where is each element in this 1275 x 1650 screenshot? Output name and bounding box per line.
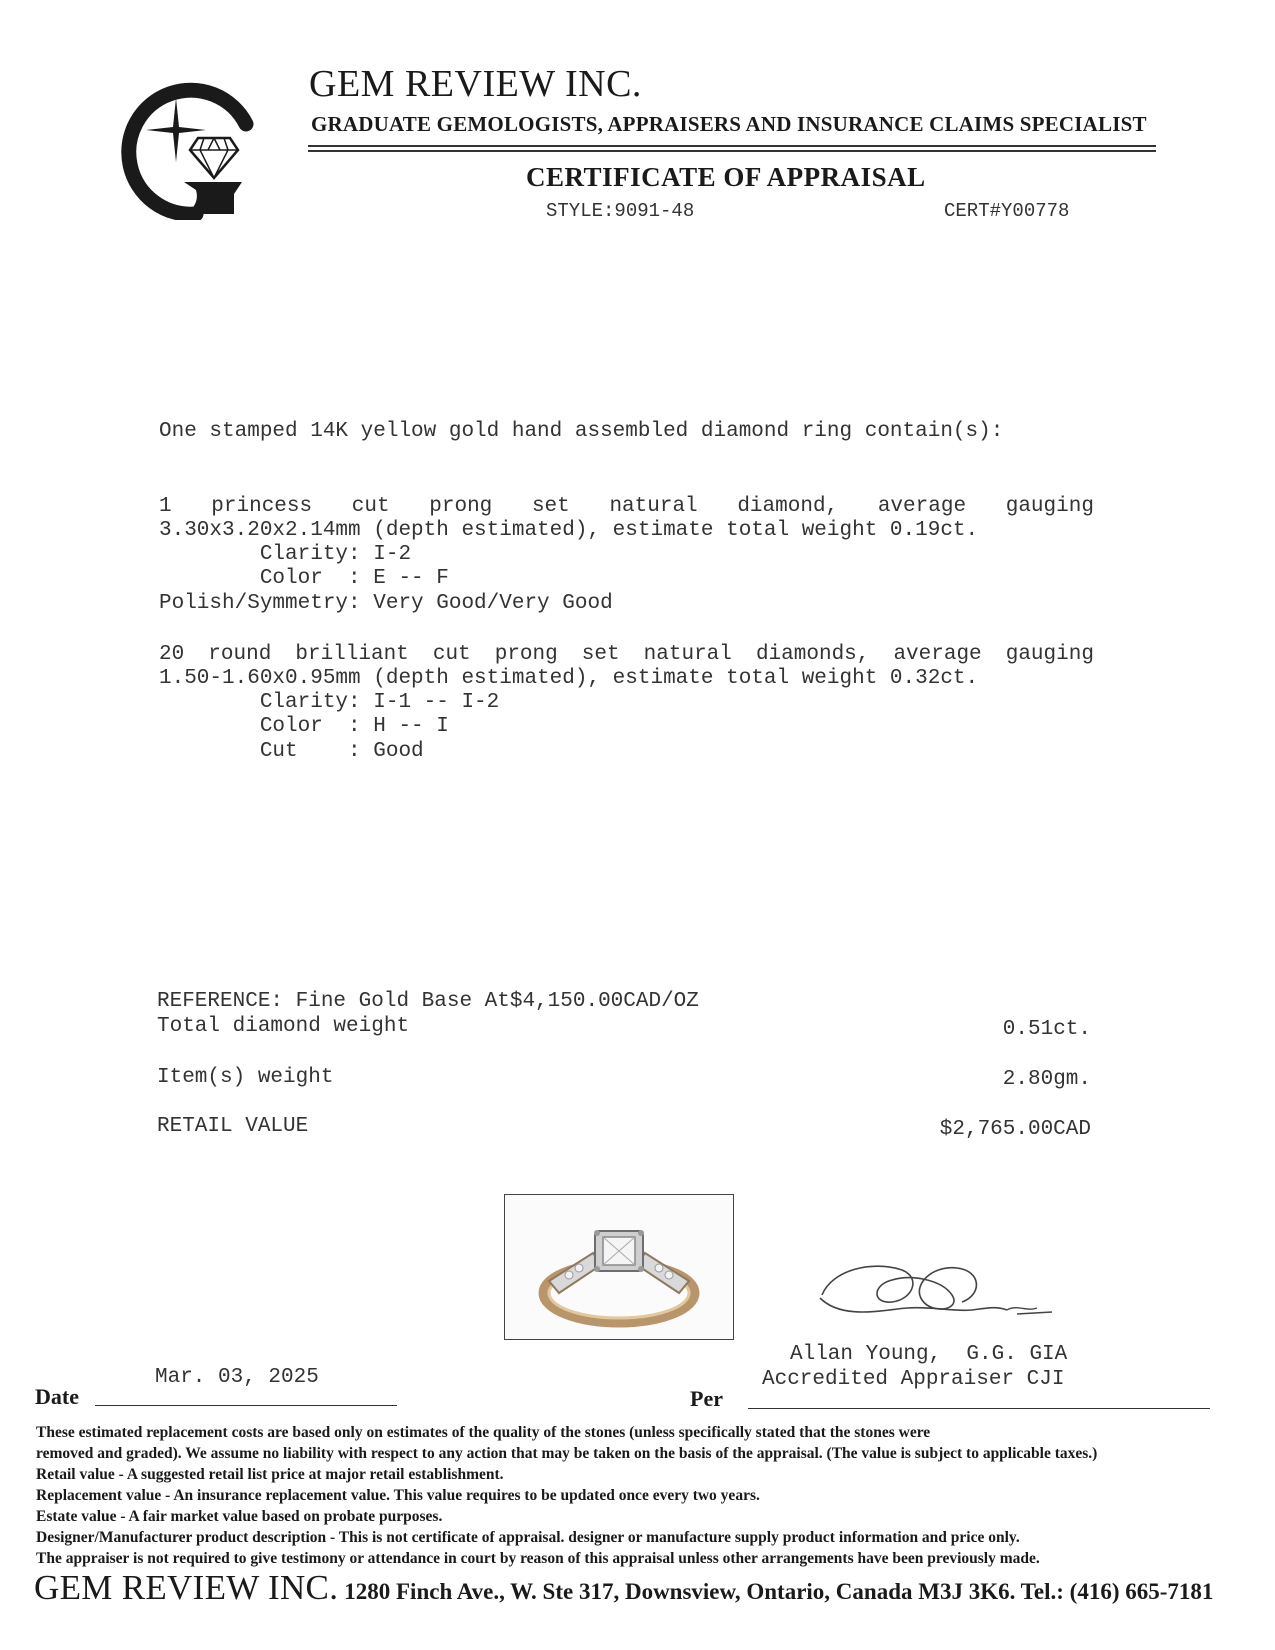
disclaimer-line: Designer/Manufacturer product description - This is not certificate of appraisal. designer or manufacture supply product information and price only. bbox=[36, 1529, 1020, 1546]
disclaimer-line: The appraiser is not required to give testimony or attendance in court by reason of this appraisal unless other arrangements have been previously made. bbox=[36, 1550, 1040, 1567]
document-title: CERTIFICATE OF APPRAISAL bbox=[526, 162, 926, 192]
reference-line: REFERENCE: Fine Gold Base At$4,150.00CAD/OZ bbox=[157, 990, 699, 1013]
word: gauging bbox=[1005, 495, 1094, 518]
per-label: Per bbox=[690, 1386, 723, 1411]
word: diamond, bbox=[737, 495, 839, 518]
stone-2-clarity: Clarity: I-1 -- I-2 bbox=[159, 691, 500, 714]
word: princess bbox=[211, 495, 313, 518]
word: average bbox=[893, 643, 982, 666]
stone-1-summary bbox=[159, 495, 1094, 519]
word: natural bbox=[609, 495, 698, 518]
disclaimer-line: Estate value - A fair market value based on probate purposes. bbox=[36, 1508, 443, 1525]
word: diamonds, bbox=[755, 643, 870, 666]
footer bbox=[34, 1568, 1213, 1608]
stone-1-color: Color : E -- F bbox=[159, 567, 449, 590]
item-weight-label: Item(s) weight bbox=[157, 1066, 334, 1089]
certificate-number: CERT#Y00778 bbox=[944, 200, 1070, 222]
word: 20 bbox=[159, 643, 185, 666]
date-label: Date bbox=[35, 1384, 79, 1409]
total-diamond-weight-value: 0.51ct. bbox=[1002, 1018, 1091, 1041]
per-signature-line bbox=[748, 1408, 1210, 1409]
company-name: GEM REVIEW INC. bbox=[309, 63, 642, 105]
appraiser-signature bbox=[812, 1240, 1057, 1345]
disclaimer-line: Replacement value - An insurance replacement value. This value requires to be updated once every two years. bbox=[36, 1487, 760, 1504]
appraiser-credentials: Accredited Appraiser CJI bbox=[762, 1368, 1065, 1391]
word: cut bbox=[432, 643, 471, 666]
header-rule-top bbox=[308, 145, 1156, 147]
date-signature-line bbox=[95, 1405, 397, 1406]
stone-2-cut: Cut : Good bbox=[159, 740, 424, 763]
company-logo-icon bbox=[118, 78, 258, 225]
disclaimer-line: removed and graded). We assume no liability with respect to any action that may be taken on the basis of the appraisal. (The value is subject to applicable taxes.) bbox=[36, 1445, 1098, 1462]
word: average bbox=[877, 495, 967, 518]
stone-2-dimensions: 1.50-1.60x0.95mm (depth estimated), estimate total weight 0.32ct. bbox=[159, 667, 979, 690]
retail-value-amount: $2,765.00CAD bbox=[939, 1118, 1091, 1141]
stone-2-summary bbox=[159, 643, 1094, 667]
retail-value-label: RETAIL VALUE bbox=[157, 1115, 309, 1138]
disclaimers bbox=[36, 1422, 1251, 1569]
word: 1 bbox=[159, 495, 172, 518]
appraiser-name: Allan Young, G.G. GIA bbox=[790, 1343, 1068, 1366]
word: brilliant bbox=[295, 643, 409, 666]
stone-1-clarity: Clarity: I-2 bbox=[159, 543, 412, 566]
disclaimer-line: These estimated replacement costs are based only on estimates of the quality of the stones (unless specifically stated that the stones were bbox=[36, 1424, 931, 1441]
total-diamond-weight-label: Total diamond weight bbox=[157, 1015, 410, 1038]
footer-address: 1280 Finch Ave., W. Ste 317, Downsview, Ontario, Canada M3J 3K6. Tel.: (416) 665-7181 bbox=[344, 1579, 1214, 1604]
word: set bbox=[581, 643, 620, 666]
word: cut bbox=[351, 495, 390, 518]
stone-2-color: Color : H -- I bbox=[159, 715, 449, 738]
footer-company-name: GEM REVIEW INC. bbox=[34, 1568, 339, 1607]
stone-1-polish-symmetry: Polish/Symmetry: Very Good/Very Good bbox=[159, 592, 613, 615]
appraisal-date: Mar. 03, 2025 bbox=[155, 1366, 319, 1389]
word: round bbox=[208, 643, 272, 666]
style-number: STYLE:9091-48 bbox=[546, 200, 695, 222]
company-tagline: GRADUATE GEMOLOGISTS, APPRAISERS AND INSURANCE CLAIMS SPECIALIST bbox=[311, 112, 1147, 136]
item-description: One stamped 14K yellow gold hand assembled diamond ring contain(s): bbox=[159, 420, 1004, 443]
word: gauging bbox=[1005, 643, 1094, 666]
disclaimer-line: Retail value - A suggested retail list price at major retail establishment. bbox=[36, 1466, 504, 1483]
word: natural bbox=[643, 643, 732, 666]
item-weight-value: 2.80gm. bbox=[1002, 1068, 1091, 1091]
diamond-ring-photo bbox=[504, 1194, 734, 1340]
word: prong bbox=[494, 643, 558, 666]
stone-1-dimensions: 3.30x3.20x2.14mm (depth estimated), estimate total weight 0.19ct. bbox=[159, 519, 979, 542]
word: prong bbox=[429, 495, 493, 518]
word: set bbox=[531, 495, 570, 518]
header-rule-bottom bbox=[308, 150, 1156, 152]
